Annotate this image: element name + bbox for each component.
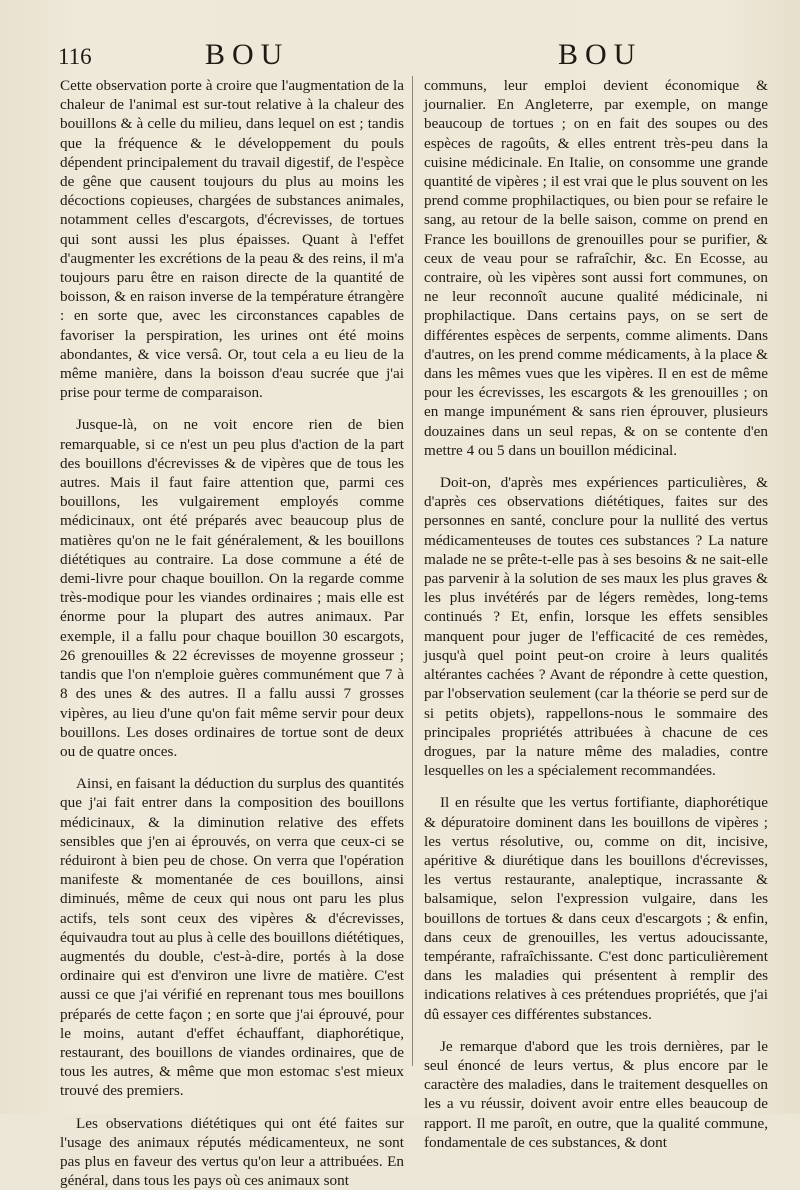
column-divider (412, 76, 413, 1066)
running-head-left: BOU (205, 38, 290, 71)
paragraph: Ainsi, en faisant la déduction du surplus des quantités que j'ai fait entrer dans la composition des bouillons médicinaux, & la diminution relative des effets sensibles que j'en ai éprouvés, on verra que ceux-ci se réduiront à bien peu de chose. On verra que l'opération manifeste & momentanée de ces bouillons, ainsi diminués, même de ceux qui nous ont paru les plus actifs, tels sont ceux des vipères & d'écrevisses, équivaudra tout au plus à celle des bouillons diététiques, augmentés du double, c'est-à-dire, portés à la dose ordinaire qui est d'environ une livre de matière. C'est aussi ce que j'ai vérifié en reprenant tous mes bouillons préparés de cette façon ; en sorte que j'ai éprouvé, pour le moins, autant d'effet échauffant, diaphorétique, restaurant, des bouillons de viandes ordinaires, que de tous les autres, & même que mon estomac s'est mieux trouvé des premiers. (60, 775, 404, 1100)
left-column (60, 76, 404, 1190)
paragraph: Les observations diététiques qui ont été faites sur l'usage des animaux réputés médicamenteux, ne sont pas plus en faveur des vertus qu'on leur a attribuées. En général, dans tous les pays où ces animaux sont (60, 1114, 404, 1190)
paragraph: Doit-on, d'après mes expériences particulières, & d'après ces observations diététiques, faites sur des personnes en santé, conclure pour la nullité des vertus médicamenteuses de toutes ces substances ? La nature malade ne se prête-t-elle pas à ses besoins & ne sait-elle pas parvenir à la solution de ses maux les plus graves & les plus invétérés par de légers remèdes, long-tems continués ? Et, enfin, lorsque les effets sensibles manquent pour juger de l'efficacité de ces remèdes, jusqu'à quel point peut-on croire à leurs qualités altérantes cachées ? Avant de répondre à cette question, par l'observation seulement (car la théorie se perd sur de si petits objets), rappellons-nous le sommaire des principales propriétés attribuées à chacune de ces drogues, par la nature même des maladies, contre lesquelles on les a spécialement recommandées. (424, 474, 768, 780)
paragraph: Je remarque d'abord que les trois dernières, par le seul énoncé de leurs vertus, & plus encore par le caractère des maladies, dans le traitement desquelles on les a vu réussir, doivent avoir entre elles beaucoup de rapport. Il me paroît, en outre, que la qualité commune, fondamentale de ces substances, & dont (424, 1037, 768, 1151)
paragraph: Cette observation porte à croire que l'augmentation de la chaleur de l'animal est sur-tout relative à la chaleur des bouillons & à celle du milieu, dans lequel on est ; tandis que la fréquence & le développement du pouls dépendent principalement du travail digestif, de l'espèce de gêne que causent toujours du plus au moins les décoctions copieuses, chargées de substances animales, notamment celles d'escargots, d'écrevisses, de tortues qui sont aussi les plus épaisses. Quant à l'effet d'augmenter les excrétions de la peau & des reins, il m'a toujours paru être en raison directe de la quantité de boisson, & en raison inverse de la température étrangère : en sorte que, avec les circonstances capables de favoriser la perspiration, les urines ont été moins abondantes, & vice versâ. Or, tout cela a eu lieu de la même manière, dans la boisson d'eau sucrée que j'ai prise pour terme de comparaison. (60, 77, 404, 402)
paragraph: Jusque-là, on ne voit encore rien de bien remarquable, si ce n'est un peu plus d'action de la part des bouillons d'écrevisses & de vipères que de tous les autres. Mais il faut faire attention que, parmi ces bouillons, les vulgairement employés comme médicinaux, ont été préparés avec beaucoup plus de matières qu'on ne le fait généralement, & les bouillons diététiques au contraire. La dose commune a été de demi-livre pour chaque bouillon. On la regarde comme très-modique pour les viandes ordinaires ; mais elle est énorme pour la plupart des autres animaux. Par exemple, il a fallu pour chaque bouillon 30 escargots, 26 grenouilles & 22 écrevisses de moyenne grosseur ; tandis que l'on n'emploie guères communément que 7 à 8 des unes & des autres. Il a fallu aussi 7 grosses vipères, au lieu d'une qu'on fait même servir pour deux bouillons. Les doses ordinaires de tortue sont de deux ou de quatre onces. (60, 416, 404, 760)
running-head-right: BOU (558, 38, 643, 71)
paragraph: communs, leur emploi devient économique & journalier. En Angleterre, par exemple, on mange beaucoup de tortues ; on en fait des soupes ou des espèces de ragoûts, & elles entrent très-peu dans la cuisine médicinale. En Italie, on consomme une grande quantité de vipères ; il est vrai que le plus souvent on les prend comme prophilactiques, ou bien pour se refaire le sang, au retour de la belle saison, comme on prend en France les bouillons de grenouilles pour se purifier, & ceux de veau pour se rafraîchir, &c. En Ecosse, au contraire, où les vipères sont aussi fort communes, on ne leur reconnoît aucune qualité médicinale, ni prophilactique. Dans certains pays, on se sert de différentes espèces de serpents, comme aliments. Dans d'autres, on les prend comme médicaments, à la place & dans les mêmes vues que les vipères. Il en est de même pour les écrevisses, les escargots & les grenouilles ; on en mange impunément & sans rien éprouver, plusieurs douzaines dans un seul repas, & on se contente d'en mettre 4 ou 5 dans un bouillon médicinal. (424, 77, 768, 459)
page-header (0, 36, 800, 76)
right-column (424, 76, 768, 1152)
paragraph: Il en résulte que les vertus fortifiante, diaphorétique & dépuratoire dominent dans les bouillons de vipères ; les vertus résolutive, ou, comme on dit, incisive, apéritive & diurétique dans les bouillons d'écrevisses, les vertus restaurante, analeptique, incrassante & balsamique, selon l'expression vulgaire, dans les bouillons de tortues & dans ceux d'escargots ; & enfin, dans ceux de grenouilles, les vertus adoucissante, tempérante, rafraîchissante. C'est donc particulièrement dans les maladies qui présentent à remplir des indications relatives à ces prétendues propriétés, que j'ai dû essayer ces différentes substances. (424, 794, 768, 1023)
page-number: 116 (58, 44, 92, 69)
